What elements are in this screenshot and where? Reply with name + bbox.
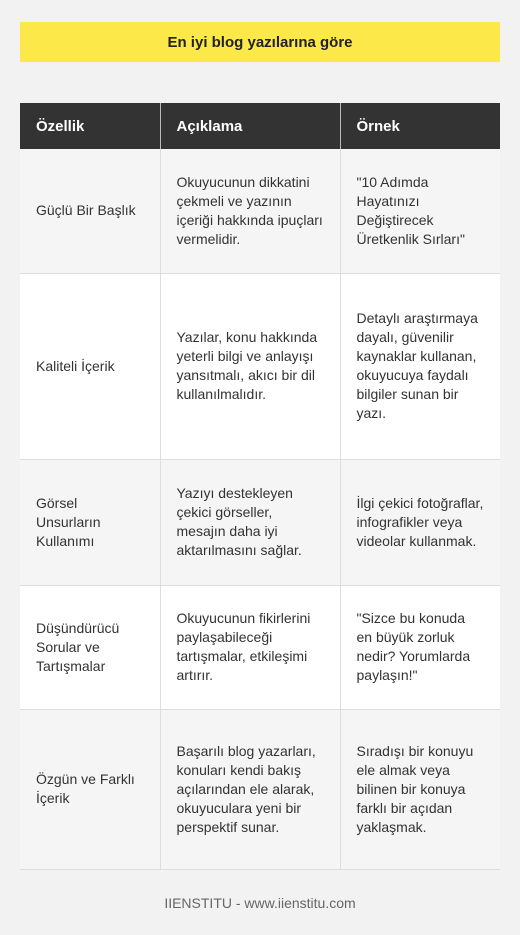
table-row	[20, 149, 500, 273]
feature-cell: Görsel Unsurların Kullanımı	[20, 459, 160, 585]
feature-cell: Güçlü Bir Başlık	[20, 149, 160, 273]
table-row	[20, 585, 500, 709]
feature-cell: Özgün ve Farklı İçerik	[20, 709, 160, 869]
description-cell: Okuyucunun dikkatini çekmeli ve yazının içeriği hakkında ipuçları vermelidir.	[160, 149, 340, 273]
table-row	[20, 273, 500, 459]
example-cell: "10 Adımda Hayatınızı Değiştirecek Üretkenlik Sırları"	[340, 149, 500, 273]
example-cell: İlgi çekici fotoğraflar, infografikler veya videolar kullanmak.	[340, 459, 500, 585]
table-header-row	[20, 103, 500, 149]
column-header-description: Açıklama	[160, 103, 340, 149]
description-cell: Yazılar, konu hakkında yeterli bilgi ve anlayışı yansıtmalı, akıcı bir dil kullanılmalıdır.	[160, 273, 340, 459]
footer-credit: IIENSTITU - www.iienstitu.com	[164, 895, 356, 911]
column-header-feature: Özellik	[20, 103, 160, 149]
description-cell: Başarılı blog yazarları, konuları kendi bakış açılarından ele alarak, okuyuculara yeni bir perspektif sunar.	[160, 709, 340, 869]
description-cell: Yazıyı destekleyen çekici görseller, mesajın daha iyi aktarılmasını sağlar.	[160, 459, 340, 585]
description-cell: Okuyucunun fikirlerini paylaşabileceği tartışmalar, etkileşimi artırır.	[160, 585, 340, 709]
example-cell: Detaylı araştırmaya dayalı, güvenilir kaynaklar kullanan, okuyucuya faydalı bilgiler sunan bir yazı.	[340, 273, 500, 459]
table-row	[20, 459, 500, 585]
example-cell: "Sizce bu konuda en büyük zorluk nedir? Yorumlarda paylaşın!"	[340, 585, 500, 709]
column-header-example: Örnek	[340, 103, 500, 149]
example-cell: Sıradışı bir konuyu ele almak veya bilinen bir konuya farklı bir açıdan yaklaşmak.	[340, 709, 500, 869]
feature-cell: Kaliteli İçerik	[20, 273, 160, 459]
feature-cell: Düşündürücü Sorular ve Tartışmalar	[20, 585, 160, 709]
page-title: En iyi blog yazılarına göre	[20, 22, 500, 62]
feature-table	[20, 103, 500, 870]
table-row	[20, 709, 500, 869]
